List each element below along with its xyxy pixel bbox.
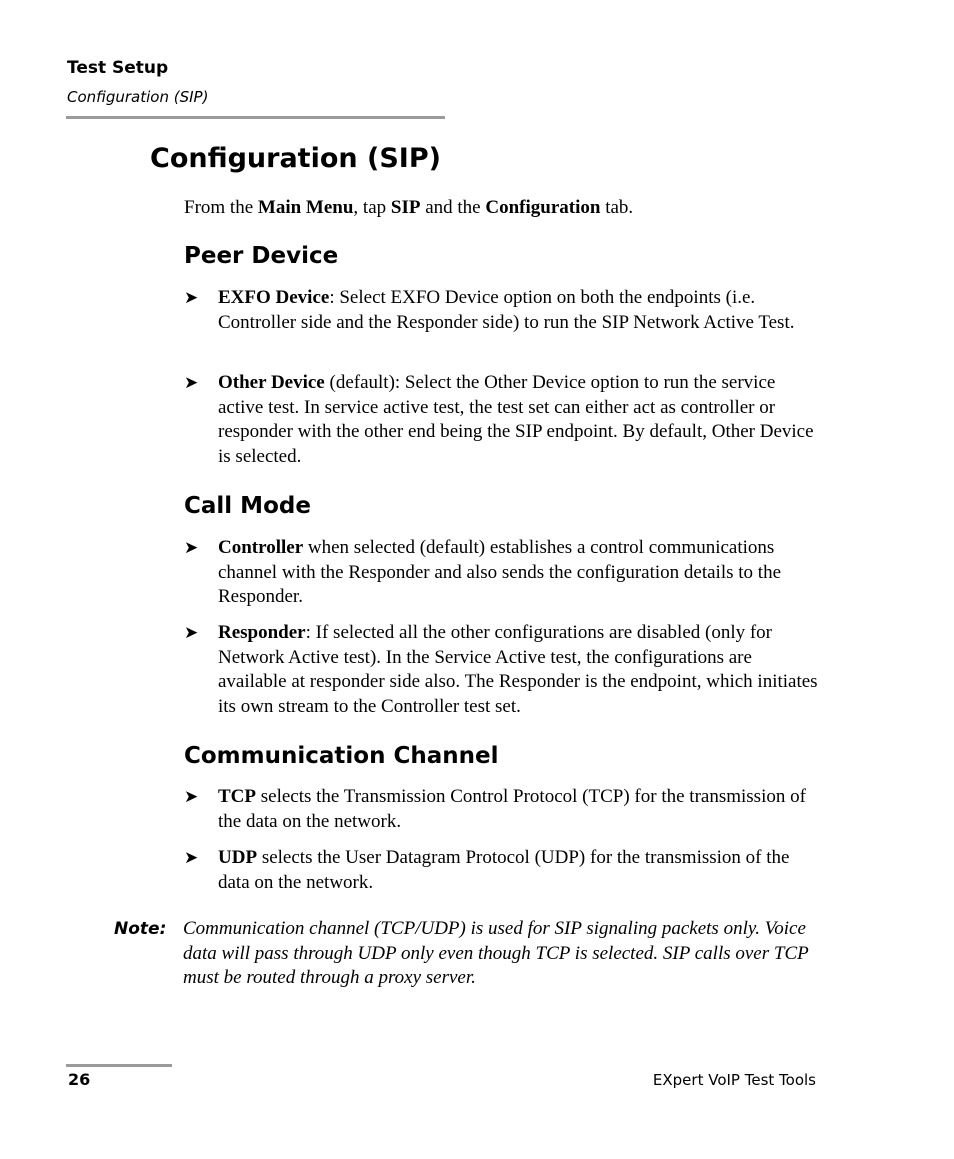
heading-communication-channel: Communication Channel: [184, 743, 499, 769]
list-item: [184, 785, 824, 834]
list-item-text: [218, 785, 824, 834]
list-item: [184, 371, 824, 469]
list-item-description: : Select EXFO Device option on both the endpoints (i.e. Controller side and the Responder side) to run the SIP Network Active Test.: [218, 287, 795, 333]
list-item-term: EXFO Device: [218, 287, 330, 308]
bullet-arrow-icon: ➤: [184, 538, 199, 558]
list-item: [184, 286, 824, 335]
menu-term: SIP: [390, 197, 421, 218]
page-title: Configuration (SIP): [150, 143, 441, 174]
list-item-term: Controller: [218, 537, 304, 558]
note-block: [114, 917, 824, 991]
running-header-section: Test Setup: [67, 58, 169, 78]
note-text: Communication channel (TCP/UDP) is used for SIP signaling packets only. Voice data will pass through UDP only even though TCP is selected. SIP calls over TCP must be routed through a proxy server.: [183, 918, 809, 989]
list-item-description: : If selected all the other configurations are disabled (only for Network Active test). In the Service Active test, the configurations are available at responder side also. The Responder is the endpoint, which initiates its own stream to the Controller test set.: [218, 622, 818, 717]
note-label: Note:: [114, 919, 167, 939]
running-header-subsection: Configuration (SIP): [67, 88, 209, 106]
bullet-arrow-icon: ➤: [184, 848, 199, 868]
header-divider: [66, 116, 445, 119]
list-item-term: Other Device: [218, 372, 325, 393]
intro-text: and the: [420, 197, 486, 218]
intro-text: From the: [184, 197, 258, 218]
menu-term: Main Menu: [257, 197, 354, 218]
footer-divider: [66, 1064, 172, 1067]
list-item-text: [218, 286, 824, 335]
list-item-term: UDP: [218, 847, 258, 868]
menu-term: Configuration: [485, 197, 601, 218]
heading-peer-device: Peer Device: [184, 243, 339, 269]
intro-text: tab.: [600, 197, 634, 218]
bullet-arrow-icon: ➤: [184, 623, 199, 643]
intro-paragraph: [184, 195, 633, 220]
list-item-text: [218, 621, 824, 719]
list-item-description: selects the Transmission Control Protocol (TCP) for the transmission of the data on the network.: [218, 786, 806, 832]
list-item-description: selects the User Datagram Protocol (UDP) for the transmission of the data on the network.: [218, 847, 790, 893]
list-item-term: TCP: [218, 786, 256, 807]
list-item: [184, 846, 824, 895]
list-item-text: [218, 536, 824, 610]
list-item-text: [218, 846, 824, 895]
page-number: 26: [68, 1070, 91, 1089]
list-item: [184, 536, 824, 610]
list-item-term: Responder: [218, 622, 306, 643]
list-item: [184, 621, 824, 719]
footer-doc-title: EXpert VoIP Test Tools: [652, 1071, 816, 1089]
bullet-arrow-icon: ➤: [184, 373, 199, 393]
bullet-arrow-icon: ➤: [184, 288, 199, 308]
bullet-arrow-icon: ➤: [184, 787, 199, 807]
list-item-description: (default): Select the Other Device option to run the service active test. In service active test, the test set can either act as controller or responder with the other end being the SIP endpoint. By default, Other Device is selected.: [218, 372, 814, 467]
list-item-text: [218, 371, 824, 469]
intro-text: , tap: [353, 197, 391, 218]
heading-call-mode: Call Mode: [184, 493, 311, 519]
list-item-description: when selected (default) establishes a control communications channel with the Responder and also sends the configuration details to the Responder.: [218, 537, 781, 608]
